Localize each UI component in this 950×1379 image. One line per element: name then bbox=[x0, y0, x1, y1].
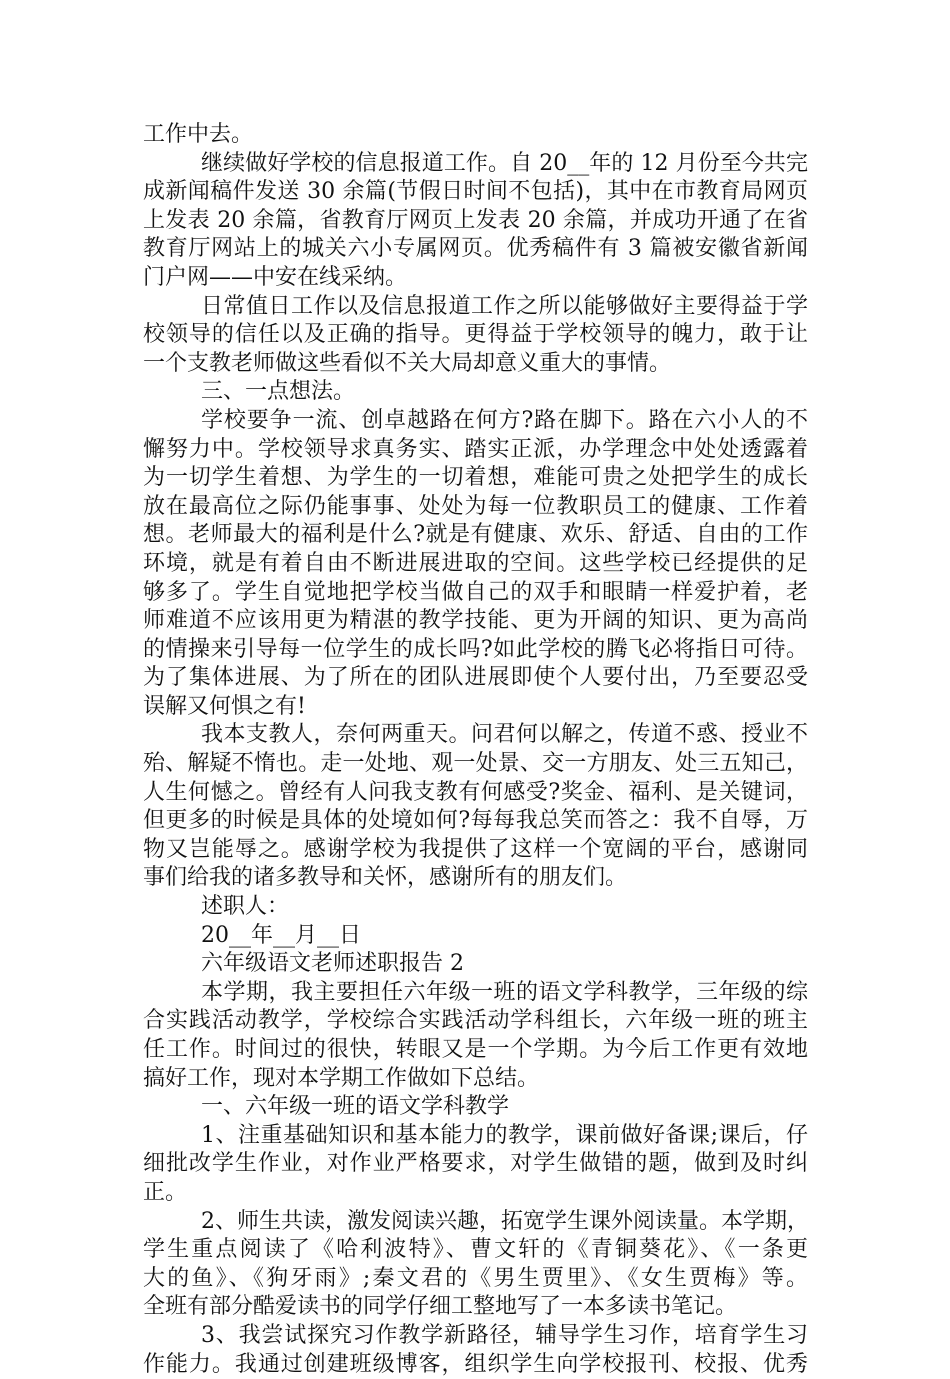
text-line: 2、师生共读，激发阅读兴趣，拓宽学生课外阅读量。本学期， bbox=[201, 1208, 809, 1234]
text-line: 校领导的信任以及正确的指导。更得益于学校领导的魄力，敢于让 bbox=[143, 322, 808, 348]
text-line: 日常值日工作以及信息报道工作之所以能够做好主要得益于学 bbox=[201, 293, 808, 319]
text-line: 物又岂能辱之。感谢学校为我提供了这样一个宽阔的平台，感谢同 bbox=[143, 836, 808, 862]
text-line: 三、一点想法。 bbox=[201, 379, 356, 405]
text-line: 环境，就是有着自由不断进展进取的空间。这些学校已经提供的足 bbox=[143, 550, 808, 576]
text-line: 六年级语文老师述职报告 2 bbox=[201, 951, 464, 977]
text-line: 大的鱼》、《狗牙雨》;秦文君的《男生贾里》、《女生贾梅》等。 bbox=[143, 1265, 808, 1291]
text-line: 学校要争一流、创卓越路在何方?路在脚下。路在六小人的不 bbox=[201, 407, 808, 433]
text-line: 门户网——中安在线采纳。 bbox=[143, 264, 408, 290]
text-line: 放在最高位之际仍能事事、处处为每一位教职员工的健康、工作着 bbox=[143, 493, 808, 519]
text-line: 搞好工作，现对本学期工作做如下总结。 bbox=[143, 1065, 540, 1091]
text-line: 3、我尝试探究习作教学新路径，辅导学生习作，培育学生习 bbox=[201, 1322, 808, 1348]
text-line: 一、六年级一班的语文学科教学 bbox=[201, 1094, 510, 1120]
text-line: 继续做好学校的信息报道工作。自 20__年的 12 月份至今共完 bbox=[201, 150, 808, 176]
text-line: 作能力。我通过创建班级博客，组织学生向学校报刊、校报、优秀 bbox=[143, 1351, 808, 1377]
text-line: 20__年__月__日 bbox=[201, 922, 361, 948]
text-line: 懈努力中。学校领导求真务实、踏实正派，办学理念中处处透露着 bbox=[143, 436, 808, 462]
text-line: 一个支教老师做这些看似不关大局却意义重大的事情。 bbox=[143, 350, 672, 376]
text-line: 的情操来引导每一位学生的成长吗?如此学校的腾飞必将指日可待。 bbox=[143, 636, 808, 662]
text-line: 我本支教人，奈何两重天。问君何以解之，传道不惑、授业不 bbox=[201, 722, 808, 748]
text-line: 师难道不应该用更为精湛的教学技能、更为开阔的知识、更为高尚 bbox=[143, 608, 808, 634]
text-line: 全班有部分酷爱读书的同学仔细工整地写了一本多读书笔记。 bbox=[143, 1294, 738, 1320]
text-line: 够多了。学生自觉地把学校当做自己的双手和眼睛一样爱护着，老 bbox=[143, 579, 808, 605]
text-line: 想。老师最大的福利是什么?就是有健康、欢乐、舒适、自由的工作 bbox=[143, 522, 808, 548]
text-line: 正。 bbox=[143, 1179, 188, 1205]
text-line: 工作中去。 bbox=[143, 122, 254, 147]
text-line: 为一切学生着想、为学生的一切着想，难能可贵之处把学生的成长 bbox=[143, 465, 808, 491]
text-line: 殆、解疑不惰也。走一处地、观一处景、交一方朋友、处三五知己， bbox=[143, 751, 808, 777]
text-line: 为了集体进展、为了所在的团队进展即使个人要付出，乃至要忍受 bbox=[143, 665, 808, 691]
text-line: 合实践活动教学，学校综合实践活动学科组长，六年级一班的班主 bbox=[143, 1008, 808, 1034]
text-line: 但更多的时候是具体的处境如何?每每我总笑而答之：我不自辱，万 bbox=[143, 808, 808, 834]
text-line: 成新闻稿件发送 30 余篇(节假日时间不包括)，其中在市教育局网页 bbox=[143, 179, 808, 205]
text-line: 事们给我的诸多教导和关怀，感谢所有的朋友们。 bbox=[143, 865, 628, 891]
document-body bbox=[143, 121, 808, 1379]
text-line: 细批改学生作业，对作业严格要求，对学生做错的题，做到及时纠 bbox=[143, 1151, 808, 1177]
text-line: 人生何憾之。曾经有人问我支教有何感受?奖金、福利、是关键词， bbox=[143, 779, 808, 805]
text-line: 误解又何惧之有! bbox=[143, 693, 306, 719]
text-line: 本学期，我主要担任六年级一班的语文学科教学，三年级的综 bbox=[201, 979, 808, 1005]
text-line: 上发表 20 余篇，省教育厅网页上发表 20 余篇，并成功开通了在省 bbox=[143, 207, 808, 233]
text-line: 任工作。时间过的很快，转眼又是一个学期。为今后工作更有效地 bbox=[143, 1037, 808, 1062]
text-line: 教育厅网站上的城关六小专属网页。优秀稿件有 3 篇被安徽省新闻 bbox=[143, 236, 808, 262]
text-line: 述职人： bbox=[201, 894, 290, 920]
text-line: 1、注重基础知识和基本能力的教学，课前做好备课;课后，仔 bbox=[201, 1122, 808, 1148]
text-line: 学生重点阅读了《哈利波特》、曹文轩的《青铜葵花》、《一条更 bbox=[143, 1237, 808, 1263]
